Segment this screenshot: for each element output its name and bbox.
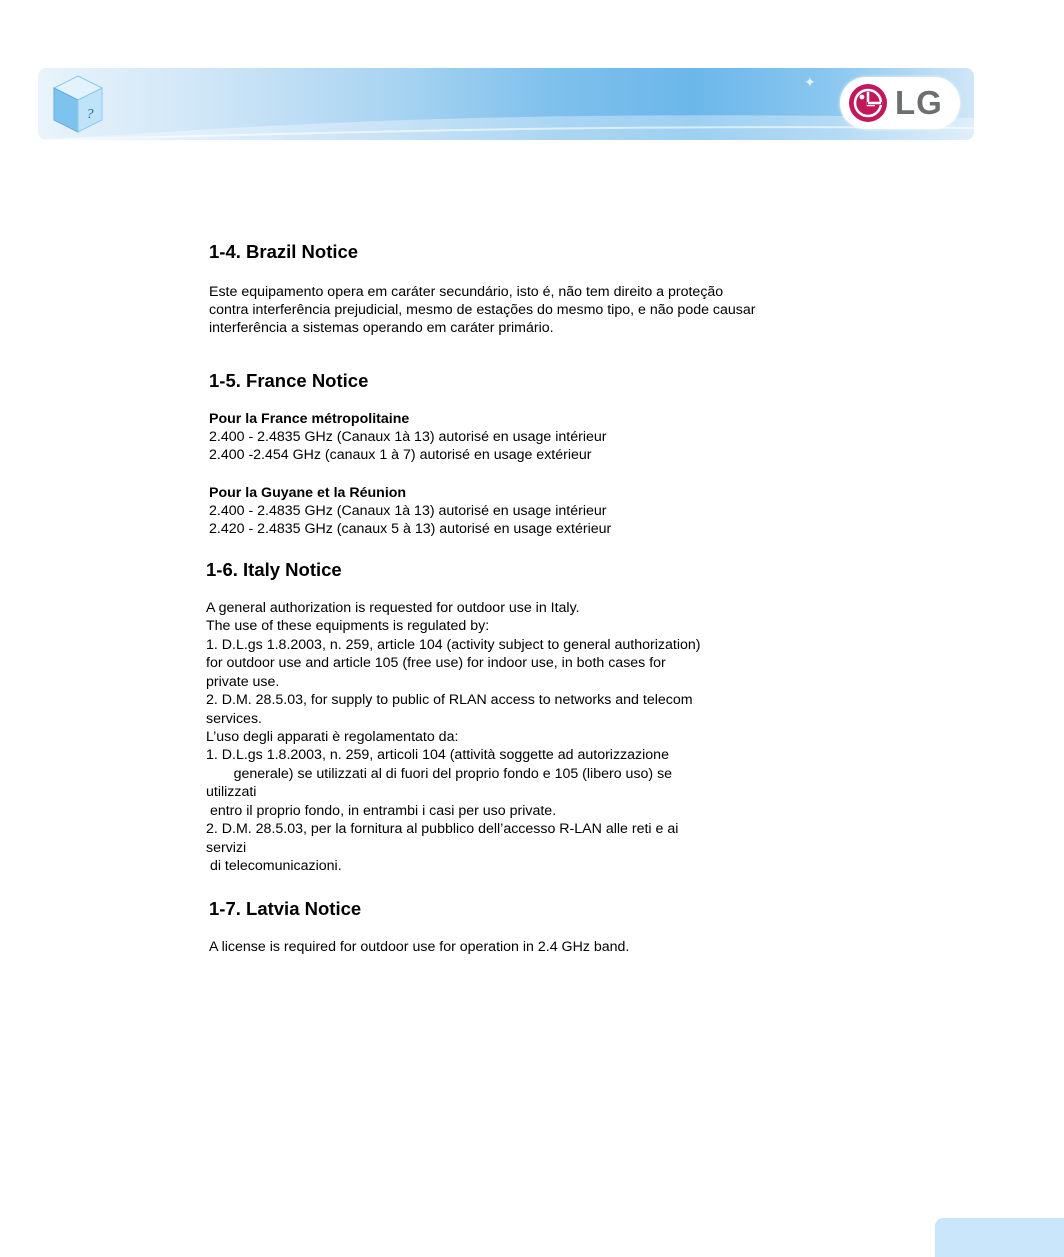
help-question-glyph: ? xyxy=(86,107,94,122)
italy-heading: 1-6. Italy Notice xyxy=(206,559,342,580)
italy-line: utilizzati xyxy=(206,784,257,800)
france-metro-line: 2.400 -2.454 GHz (canaux 1 à 7) autorisé en usage extérieur xyxy=(209,447,592,463)
italy-line: servizi xyxy=(206,840,247,856)
france-metro-title: Pour la France métropolitaine xyxy=(209,411,410,427)
france-metro-line: 2.400 - 2.4835 GHz (Canaux 1à 13) autorisé en usage intérieur xyxy=(209,429,607,445)
italy-line: services. xyxy=(206,711,262,727)
italy-line: generale) se utilizzati al di fuori del proprio fondo e 105 (libero uso) se xyxy=(206,766,673,782)
lg-brand-text: LG xyxy=(895,84,943,121)
france-heading: 1-5. France Notice xyxy=(209,370,369,391)
header-banner xyxy=(38,68,974,140)
italy-line: The use of these equipments is regulated by: xyxy=(206,618,490,634)
france-guyane-line: 2.400 - 2.4835 GHz (Canaux 1à 13) autorisé en usage intérieur xyxy=(209,503,607,519)
sparkle-icon: ✦ xyxy=(804,74,816,90)
italy-line: 2. D.M. 28.5.03, per la fornitura al pubblico dell’accesso R-LAN alle reti e ai xyxy=(206,821,679,837)
latvia-line: A license is required for outdoor use for operation in 2.4 GHz band. xyxy=(209,939,630,955)
france-guyane-title: Pour la Guyane et la Réunion xyxy=(209,485,407,501)
italy-line: 1. D.L.gs 1.8.2003, n. 259, article 104 (activity subject to general authorization) xyxy=(206,637,701,653)
italy-line: di telecomunicazioni. xyxy=(206,858,342,874)
lg-face-icon xyxy=(848,83,888,123)
latvia-heading: 1-7. Latvia Notice xyxy=(209,898,362,919)
brazil-line: interferência a sistemas operando em caráter primário. xyxy=(209,320,554,336)
italy-line: private use. xyxy=(206,674,280,690)
italy-line: entro il proprio fondo, in entrambi i casi per uso private. xyxy=(206,803,557,819)
footer-page-tab xyxy=(935,1218,1064,1257)
brazil-line: Este equipamento opera em caráter secundário, isto é, não tem direito a proteção xyxy=(209,284,724,300)
italy-line: for outdoor use and article 105 (free use) for indoor use, in both cases for xyxy=(206,655,666,671)
brazil-heading: 1-4. Brazil Notice xyxy=(209,241,359,262)
italy-line: 2. D.M. 28.5.03, for supply to public of RLAN access to networks and telecom xyxy=(206,692,693,708)
italy-line: A general authorization is requested for outdoor use in Italy. xyxy=(206,600,580,616)
banner-swoosh-decoration xyxy=(38,68,974,140)
italy-line: L’uso degli apparati è regolamentato da: xyxy=(206,729,459,745)
help-cube-icon xyxy=(52,74,104,134)
italy-line: 1. D.L.gs 1.8.2003, n. 259, articoli 104 (attività soggette ad autorizzazione xyxy=(206,747,669,763)
brazil-line: contra interferência prejudicial, mesmo de estações do mesmo tipo, e não pode causar xyxy=(209,302,756,318)
lg-logo xyxy=(840,77,960,129)
france-guyane-line: 2.420 - 2.4835 GHz (canaux 5 à 13) autorisé en usage extérieur xyxy=(209,521,612,537)
